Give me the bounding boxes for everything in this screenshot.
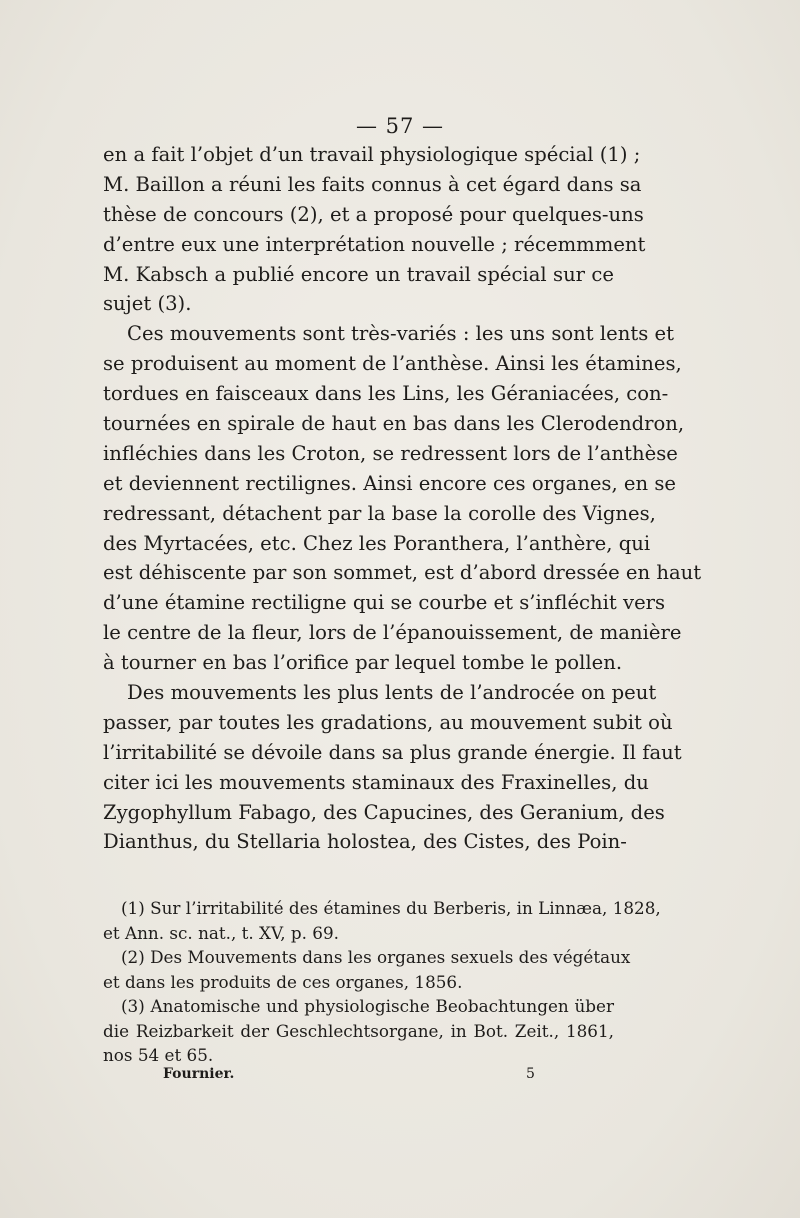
text-line: sujet (3). — [103, 292, 192, 316]
text-line: Ces mouvements sont très-variés : les uns sont lents et — [127, 322, 675, 346]
footnote-line: (3) Anatomische und physiologische Beobachtungen über — [121, 996, 614, 1016]
text-line: d’entre eux une interprétation nouvelle ; récemmment — [103, 232, 646, 256]
text-line: M. Baillon a réuni les faits connus à cet égard dans sa — [103, 172, 642, 196]
text-line: redressant, détachent par la base la corolle des Vignes, — [103, 501, 656, 525]
text-line: se produisent au moment de l’anthèse. Ainsi les étamines, — [103, 352, 682, 376]
footnotes — [103, 896, 661, 1068]
text-line: tordues en faisceaux dans les Lins, les Géraniacées, con- — [103, 382, 669, 406]
footnote-line: nos 54 et 65. — [103, 1045, 214, 1065]
text-line: et deviennent rectilignes. Ainsi encore ces organes, en se — [103, 471, 677, 495]
footnote-line: et Ann. sc. nat., t. XV, p. 69. — [103, 922, 339, 943]
text-line: tournées en spirale de haut en bas dans les Clerodendron, — [103, 412, 685, 436]
text-line: en a fait l’objet d’un travail physiologique spécial (1) ; — [103, 143, 641, 166]
text-line: M. Kabsch a publié encore un travail spécial sur ce — [103, 262, 614, 286]
footnote-line: (2) Des Mouvements dans les organes sexuels des végétaux — [121, 947, 631, 967]
footnote-line: (1) Sur l’irritabilité des étamines du Berberis, in Linnæa, 1828, — [121, 898, 661, 918]
text-line: l’irritabilité se dévoile dans sa plus grande énergie. Il faut — [103, 740, 682, 764]
text-line: le centre de la fleur, lors de l’épanouissement, de manière — [103, 621, 682, 645]
text-line: à tourner en bas l’orifice par lequel tombe le pollen. — [103, 651, 623, 675]
text-line: thèse de concours (2), et a proposé pour quelques-uns — [103, 202, 644, 226]
page-number: — 57 — — [355, 114, 445, 138]
text-line: infléchies dans les Croton, se redressent lors de l’anthèse — [103, 441, 678, 465]
text-line: est déhiscente par son sommet, est d’abord dressée en haut — [103, 561, 702, 585]
text-line: des Myrtacées, etc. Chez les Poranthera, l’anthère, qui — [103, 531, 651, 555]
text-line: citer ici les mouvements staminaux des Fraxinelles, du — [103, 770, 649, 794]
body-text — [103, 140, 702, 857]
footnote-line: die Reizbarkeit der Geschlechtsorgane, in Bot. Zeit., 1861, — [103, 1020, 614, 1041]
signature-mark: Fournier. — [163, 1066, 235, 1082]
footnote-line: et dans les produits de ces organes, 1856. — [103, 971, 463, 992]
text-line: passer, par toutes les gradations, au mouvement subit où — [103, 710, 673, 734]
text-line: Des mouvements les plus lents de l’androcée on peut — [127, 681, 657, 705]
text-line: d’une étamine rectiligne qui se courbe et s’infléchit vers — [103, 591, 666, 615]
signature-number: 5 — [526, 1066, 535, 1082]
text-line: Zygophyllum Fabago, des Capucines, des Geranium, des — [103, 800, 665, 824]
text-line: Dianthus, du Stellaria holostea, des Cistes, des Poin- — [103, 830, 627, 854]
